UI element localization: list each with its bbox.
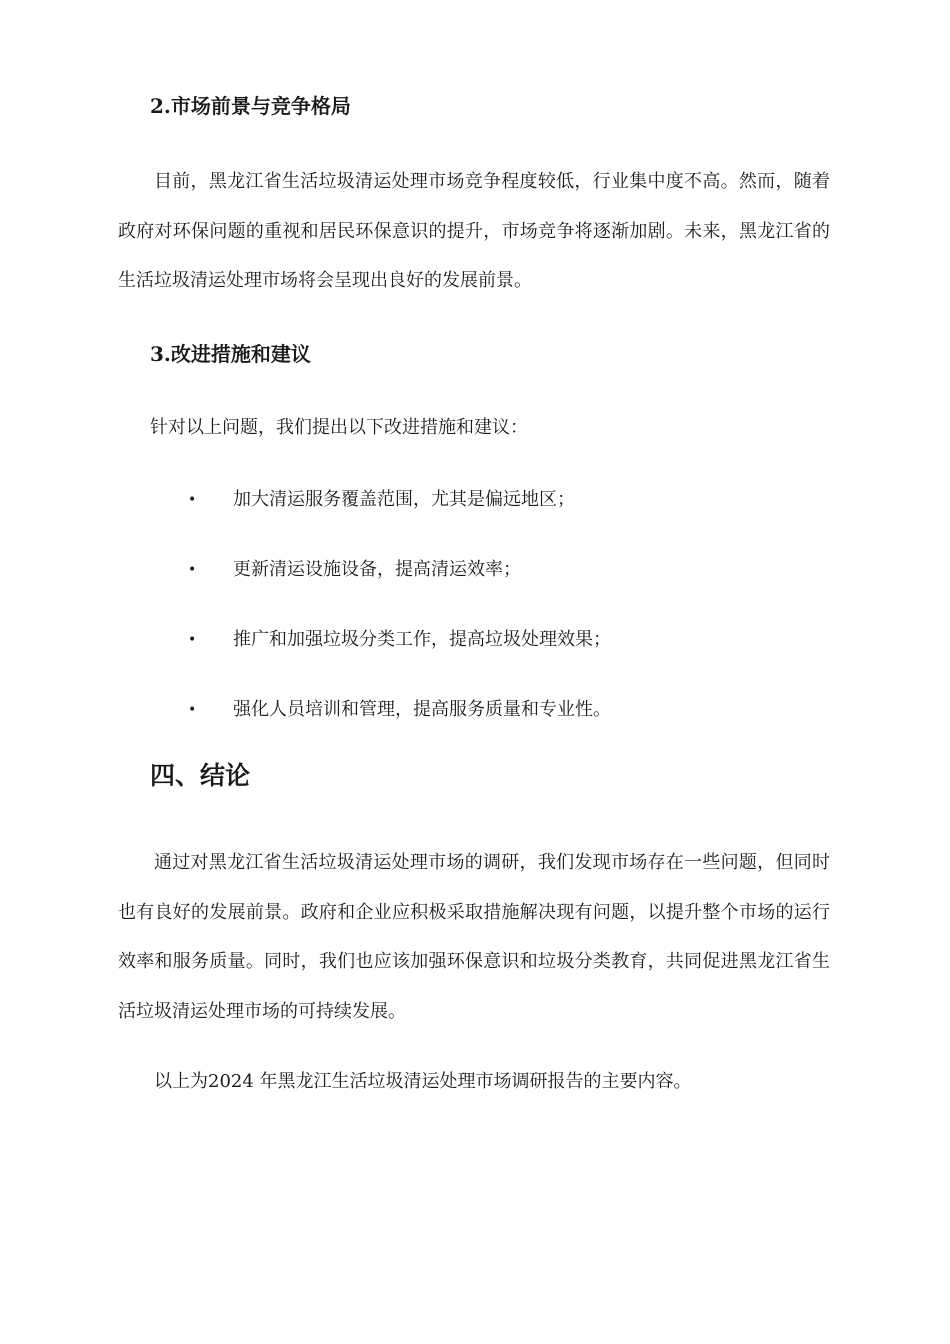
- section-heading-market: 2.市场前景与竞争格局: [150, 94, 351, 118]
- bullet-icon: •: [188, 632, 197, 648]
- list-item: [0, 698, 700, 722]
- bullet-icon: •: [188, 702, 197, 718]
- bullet-icon: •: [188, 492, 197, 508]
- list-item-text: 更新清运设施设备，提高清运效率；: [233, 559, 521, 580]
- paragraph-conclusion: 通过对黑龙江省生活垃圾清运处理市场的调研，我们发现市场存在一些问题，但同时也有良好的发展前景。政府和企业应积极采取措施解决现有问题，以提升整个市场的运行效率和服务质量。同时，我们也应该加强环保意识和垃圾分类教育，共同促进黑龙江省生活垃圾清运处理市场的可持续发展。: [118, 852, 830, 1022]
- list-item-text: 推广和加强垃圾分类工作，提高垃圾处理效果；: [233, 629, 611, 650]
- list-item: [0, 628, 700, 652]
- list-item-text: 强化人员培训和管理，提高服务质量和专业性。: [233, 699, 611, 720]
- paragraph-closing: 以上为2024 年黑龙江生活垃圾清运处理市场调研报告的主要内容。: [154, 1071, 692, 1092]
- paragraph-improvement-intro: 针对以上问题，我们提出以下改进措施和建议：: [150, 417, 528, 438]
- section-heading-conclusion: 四、结论: [150, 761, 251, 790]
- list-item: [0, 558, 700, 582]
- bullet-icon: •: [188, 562, 197, 578]
- section-heading-improvement: 3.改进措施和建议: [150, 342, 311, 366]
- paragraph-market: 目前，黑龙江省生活垃圾清运处理市场竞争程度较低，行业集中度不高。然而，随着政府对环保问题的重视和居民环保意识的提升，市场竞争将逐渐加剧。未来，黑龙江省的生活垃圾清运处理市场将会呈现出良好的发展前景。: [118, 171, 830, 291]
- list-item-text: 加大清运服务覆盖范围，尤其是偏远地区；: [233, 489, 575, 510]
- list-item: [0, 488, 700, 512]
